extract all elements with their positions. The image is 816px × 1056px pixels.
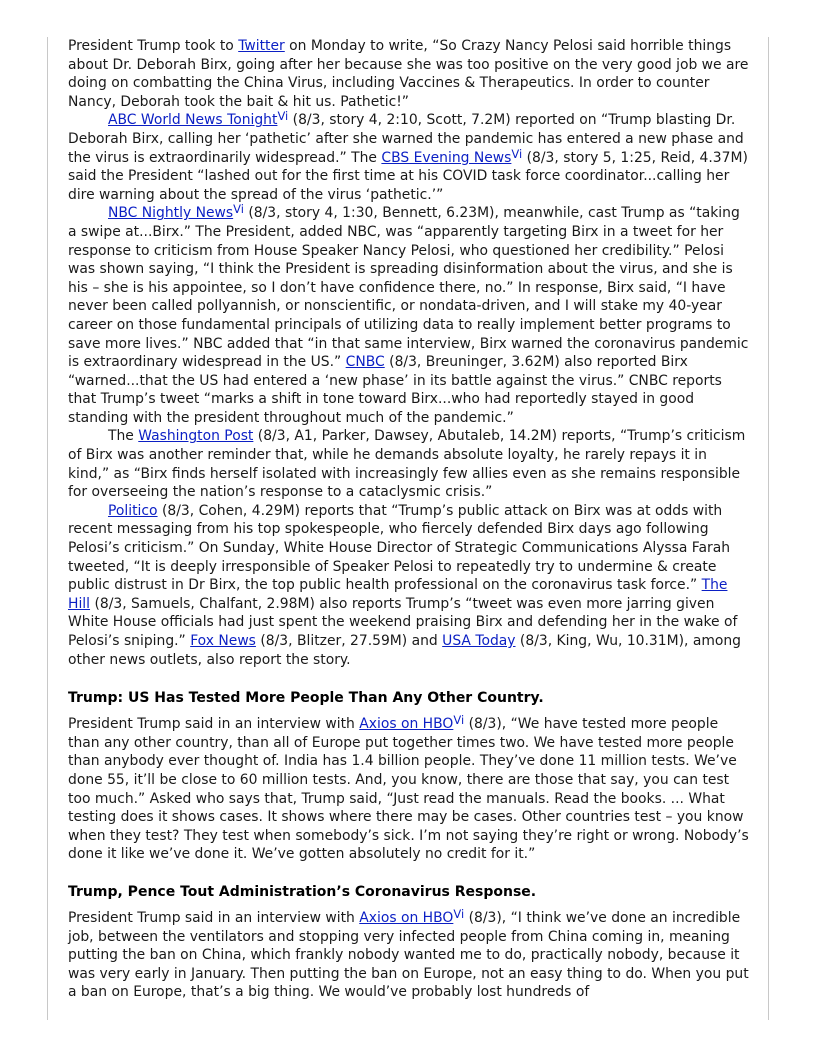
paragraph-text: President Trump said in an interview with (68, 716, 360, 733)
fox-news-link[interactable]: Fox News (190, 633, 256, 649)
paragraph-text: on Monday to write, “So Crazy Nancy Pelosi said horrible things about Dr. Deborah Birx, going after her because she was too positive on the very good job we are doing on combatting the China Virus, including Vaccines & Therapeutics. In order to counter Nancy, Deborah took the bait & hit us. Pathetic!” (68, 38, 749, 110)
paragraph-twitter (68, 37, 750, 111)
page-border-left (47, 37, 48, 1020)
twitter-link[interactable]: Twitter (238, 38, 285, 54)
page-border-right (768, 37, 769, 1020)
paragraph-text: (8/3, story 4, 2:10, Scott, 7.2M) reported on “Trump blasting Dr. Deborah Birx, calling her ‘pathetic’ after she warned the pandemic has entered a new phase and the virus is extraordinarily widespread.” The (68, 112, 744, 166)
nbc-nightly-news-link[interactable]: NBC Nightly News (108, 205, 234, 222)
paragraph-testing (68, 715, 750, 864)
paragraph-nbc-cnbc (68, 204, 750, 427)
washington-post-link[interactable]: Washington Post (138, 428, 254, 445)
paragraph-text: (8/3, Cohen, 4.29M) reports that “Trump’s public attack on Birx was at odds with recent messaging from his top spokespeople, who fiercely defended Birx days ago following Pelosi’s criticism.” On Sunday, White House Director of Strategic Communications Alyssa Farah tweeted, “It is deeply irresponsible of Speaker Pelosi to repeatedly try to undermine & create public distrust in Dr Birx, the top public health professional on the coronavirus task force.” (68, 502, 731, 594)
paragraph-response (68, 906, 750, 1002)
video-marker[interactable]: Vi (453, 906, 465, 921)
paragraph-text: (8/3), “I think we’ve done an incredible job, between the ventilators and stopping very infected people from China coming in, meaning putting the ban on China, which frankly nobody wanted me to do, practically nobody, because it was very early in January. Then putting the ban on Europe, not an easy thing to do. When you put a ban on Europe, that’s a big thing. We would’ve probably lost hundreds of (68, 909, 749, 1001)
axios-on-hbo-link[interactable]: Axios on HBO (359, 909, 454, 926)
abc-world-news-link[interactable]: ABC World News Tonight (108, 112, 278, 129)
paragraph-text: The (108, 428, 139, 445)
video-marker[interactable]: Vi (233, 202, 244, 217)
paragraph-text: (8/3, story 4, 1:30, Bennett, 6.23M), meanwhile, cast Trump as “taking a swipe at...Birx.” The President, added NBC, was “apparently targeting Birx in a tweet for her response to criticism from House Speaker Nancy Pelosi, who questioned her credibility.” Pelosi was shown saying, “I think the President is spreading disinformation about the virus, and she is his – she is his appointee, so I don’t have confidence there, no.” In response, Birx said, “I have never been called pollyannish, or nonscientific, or nondata-driven, and I will stake my 40-year career on those fundamental principals of utilizing data to really implement better programs to save more lives.” NBC added that “in that same interview, Birx warned the coronavirus pandemic is extraordinary widespread in the US.” (68, 205, 749, 371)
paragraph-text: (8/3, Samuels, Chalfant, 2.98M) also reports Trump’s “tweet was even more jarring given White House officials had just spent the weekend praising Birx and defending her in the wake of Pelosi’s sniping.” (68, 595, 738, 649)
paragraph-text: (8/3, King, Wu, 10.31M), among other news outlets, also report the story. (68, 633, 741, 668)
article-body (68, 37, 750, 1002)
paragraph-washington-post (68, 427, 750, 501)
section-heading-testing: Trump: US Has Tested More People Than Any Other Country. (68, 690, 544, 707)
paragraph-text: (8/3, A1, Parker, Dawsey, Abutaleb, 14.2M) reports, “Trump’s criticism of Birx was another reminder that, while he demands absolute loyalty, he rarely repays it in kind,” as “Birx finds herself isolated with increasingly few allies even as she remains responsible for overseeing the nation’s response to a cataclysmic crisis.” (68, 428, 746, 501)
axios-on-hbo-link[interactable]: Axios on HBO (359, 716, 454, 733)
usa-today-link[interactable]: USA Today (442, 633, 516, 649)
politico-link[interactable]: Politico (108, 502, 158, 519)
video-marker[interactable]: Vi (277, 109, 289, 124)
paragraph-text: (8/3, story 5, 1:25, Reid, 4.37M) said the President “lashed out for the first time at his COVID task force coordinator...calling her dire warning about the spread of the virus ‘pathetic.’” (68, 149, 748, 203)
paragraph-text: (8/3), “We have tested more people than any other country, than all of Europe put together times two. We have tested more people than anybody ever thought of. India has 1.4 billion people. They’ve done 11 million tests. We’ve done 55, it’ll be close to 60 million tests. And, you know, there are those that say, you can test too much.” Asked who says that, Trump said, “Just read the manuals. Read the books. ... What testing does it shows cases. It shows where there may be cases. Other countries test – you know when they test? They test when somebody’s sick. I’m not saying they’re right or wrong. Nobody’s done it like we’ve done it. We’ve gotten absolutely no credit for it.” (68, 716, 749, 863)
section-heading-response: Trump, Pence Tout Administration’s Coronavirus Response. (68, 883, 537, 900)
the-hill-link[interactable]: The Hill (68, 577, 728, 612)
paragraph-text: (8/3, Breuninger, 3.62M) also reported Birx “warned...that the US had entered a ‘new phase’ in its battle against the virus.” CNBC reports that Trump’s tweet “marks a shift in tone toward Birx...who had reportedly stayed in good standing with the president throughout much of the pandemic.” (68, 354, 722, 426)
paragraph-text: President Trump said in an interview with (68, 909, 360, 926)
paragraph-politico (68, 502, 750, 669)
cbs-evening-news-link[interactable]: CBS Evening News (381, 149, 512, 166)
paragraph-text: (8/3, Blitzer, 27.59M) and (255, 633, 443, 649)
video-marker[interactable]: Vi (453, 713, 465, 728)
paragraph-abc-cbs (68, 111, 750, 204)
video-marker[interactable]: Vi (511, 146, 523, 161)
cnbc-link[interactable]: CNBC (345, 354, 385, 371)
paragraph-text: President Trump took to (68, 38, 239, 54)
